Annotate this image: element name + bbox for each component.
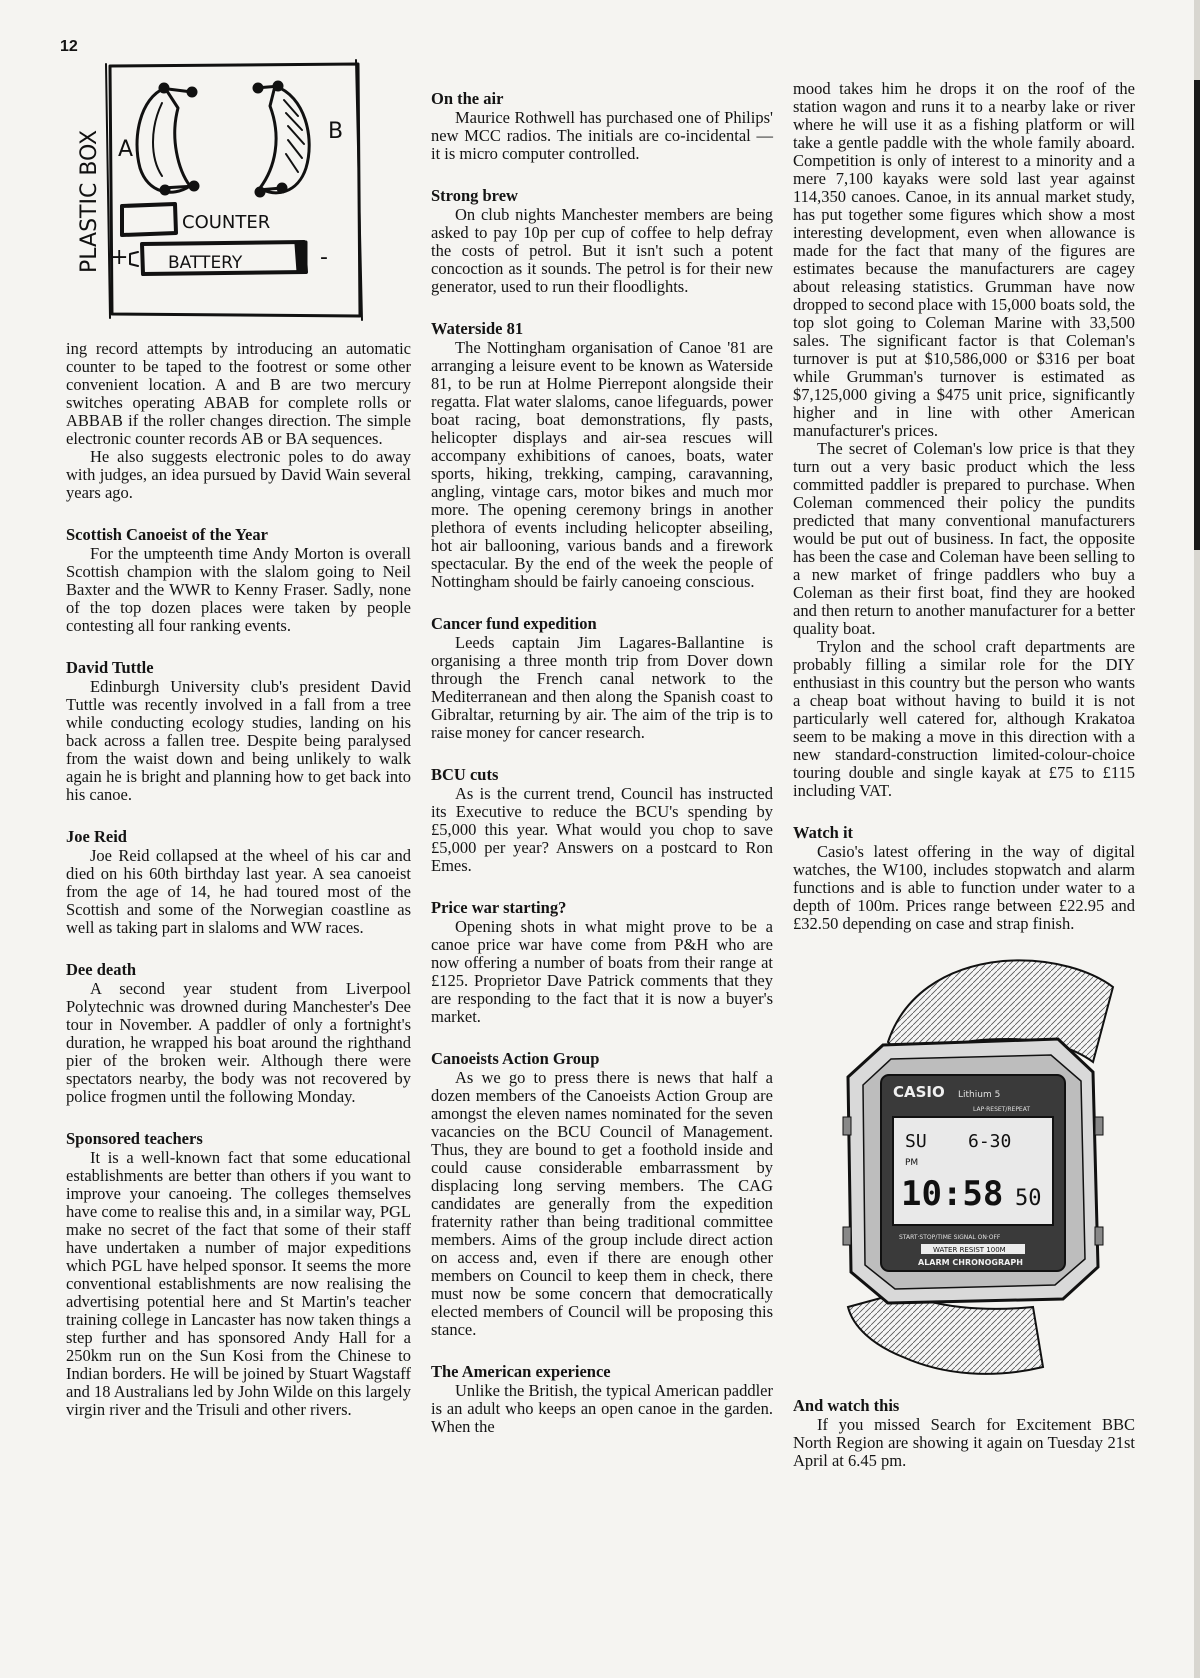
article-heading: Dee death (66, 960, 137, 979)
article-scottish-canoeist (66, 526, 411, 635)
article-heading: BCU cuts (431, 765, 499, 784)
column-2 (431, 90, 773, 1460)
article-heading: On the air (431, 89, 504, 108)
article-and-watch-this (793, 1397, 1135, 1470)
article-heading: The American experience (431, 1362, 611, 1381)
article-paragraph: For the umpteenth time Andy Morton is overall Scottish champion with the slalom going to Neil Baxter and the WWR to Kenny Fraser. Sadly, none of the top dozen places were taken by people contesting all four ranking events. (66, 544, 411, 635)
article-cancer-fund (431, 615, 773, 742)
article-dee-death (66, 961, 411, 1106)
article-joe-reid (66, 828, 411, 937)
watch-day: SU (905, 1131, 927, 1152)
sketch-label-counter: COUNTER (182, 212, 271, 233)
article-paragraph: The secret of Coleman's low price is that they turn out a very basic product which the less committed paddler is prepared to purchase. When Coleman commenced their policy the pundits predicted that many conventional manufacturers would be put out of business. In fact, the opposite has been the case and Coleman have been selling to a new market of fringe paddlers who buy a Coleman as their first boat, find they are hooked and then return to another manufacturer for a better quality boat. (793, 439, 1135, 638)
watch-date: 6-30 (968, 1131, 1012, 1152)
sketch-label-a: A (118, 137, 134, 162)
watch-brand: CASIO (893, 1083, 945, 1101)
sketch-label-b: B (328, 119, 344, 144)
article-heading: Sponsored teachers (66, 1129, 203, 1148)
watch-mid-ring-text: START·STOP/TIME SIGNAL ON·OFF (899, 1234, 1001, 1241)
watch-time: 10:58 (901, 1174, 1004, 1214)
article-heading: And watch this (793, 1396, 900, 1415)
sketch-label-battery: BATTERY (168, 253, 243, 273)
watch-button-icon (1095, 1227, 1103, 1245)
article-paragraph: Trylon and the school craft departments are probably filling a similar role for the DIY enthusiast in this country but the person who wants a cheap boat without having to build it is not particularly well catered for, although Krakatoa seem to be making a move in this direction with a new standard-construction limited-colour-choice touring double and single kayak at £75 to £115 including VAT. (793, 637, 1135, 800)
article-canoeists-action-group (431, 1050, 773, 1339)
watch-button-icon (843, 1227, 851, 1245)
article-heading: Scottish Canoeist of the Year (66, 525, 268, 544)
article-paragraph: On club nights Manchester members are being asked to pay 10p per cup of coffee to help defray the costs of petrol. But it isn't such a potent concoction as it sounds. The petrol is for their new generator, used to run their floodlights. (431, 205, 773, 296)
article-paragraph: As is the current trend, Council has instructed its Executive to reduce the BCU's spending by £5,000 this year. What would you chop to save £5,000 per year? Answers on a postcard to Ron Emes. (431, 784, 773, 875)
casio-watch-illustration (793, 947, 1135, 1385)
article-strong-brew (431, 187, 773, 296)
article-automatic-counter (66, 340, 411, 502)
article-paragraph: Unlike the British, the typical American paddler is an adult who keeps an open canoe in the garden. When the (431, 1381, 773, 1436)
roll-counter-sketch (70, 58, 380, 323)
watch-top-ring-text: LAP·RESET/REPEAT (973, 1106, 1031, 1113)
article-heading: Watch it (793, 823, 854, 842)
article-heading: Strong brew (431, 186, 518, 205)
article-american-experience-continued (793, 80, 1135, 800)
article-paragraph: Opening shots in what might prove to be a canoe price war have come from P&H who are now offering a number of boats from their range at £125. Proprietor Dave Patrick comments that they are responding to the fact that it is now a buyer's market. (431, 917, 773, 1026)
article-paragraph: A second year student from Liverpool Polytechnic was drowned during Manchester's Dee tour in November. A paddler of only a fortnight's duration, he wrapped his boat around the righthand pier of the broken weir. Although there were spectators nearby, the body was not recovered by police frogmen until the following Monday. (66, 979, 411, 1106)
watch-button-icon (843, 1117, 851, 1135)
article-paragraph: He also suggests electronic poles to do away with judges, an idea pursued by David Wain several years ago. (66, 447, 411, 502)
article-paragraph: It is a well-known fact that some educational establishments are better than others if you want to improve your canoeing. The colleges themselves have come to realise this and, in a similar way, PGL make no secret of the fact that some of their staff have undertaken a number of major expeditions which PGL have helped sponsor. It seems the more conventional establishments are now realising the advertising potential here and St Martin's teacher training college in Lancaster has now taken things a step further and has sponsored Andy Hall for a 250km run on the Sun Kosi from the Chinese to Indian borders. He will be joined by Stuart Wagstaff and 18 Australians led by John Wilde on this largely virgin river and the Trisuli and other rivers. (66, 1148, 411, 1419)
article-heading: Price war starting? (431, 898, 567, 917)
column-1 (66, 340, 411, 1443)
article-paragraph: If you missed Search for Excitement BBC North Region are showing it again on Tuesday 21st April at 6.45 pm. (793, 1415, 1135, 1470)
column-3 (793, 80, 1135, 1494)
article-heading: David Tuttle (66, 658, 154, 677)
article-paragraph: Joe Reid collapsed at the wheel of his car and died on his 60th birthday last year. A sea canoeist from the age of 14, he had toured most of the Scottish and some of the Norwegian coastline as well as taking part in slaloms and WW races. (66, 846, 411, 937)
article-american-experience (431, 1363, 773, 1436)
article-paragraph: The Nottingham organisation of Canoe '81 are arranging a leisure event to be known as Waterside 81, to be run at Holme Pierrepont alongside their regatta. Flat water slaloms, canoe lifeguards, power boat racing, boat demonstrations, fly pasts, helicopter displays and air-sea rescues will accompany exhibitions of canoes, boats, water sports, hiking, trekking, camping, caravanning, angling, vintage cars, motor bikes and much mor more. The opening ceremony brings in another plethora of events including helicopter abseiling, hot air ballooning, various bands and a firework spectacular. By the end of the week the people of Nottingham should be fairly canoeing conscious. (431, 338, 773, 591)
article-watch-it (793, 824, 1135, 933)
sketch-label-plus: + (110, 245, 129, 270)
article-heading: Joe Reid (66, 827, 127, 846)
article-price-war (431, 899, 773, 1026)
article-waterside-81 (431, 320, 773, 591)
article-paragraph: Maurice Rothwell has purchased one of Philips' new MCC radios. The initials are co-incidental — it is micro computer controlled. (431, 108, 773, 163)
page-number: 12 (60, 38, 78, 55)
article-david-tuttle (66, 659, 411, 804)
article-bcu-cuts (431, 766, 773, 875)
article-sponsored-teachers (66, 1130, 411, 1419)
page-edge-mark (1194, 80, 1200, 550)
article-heading: Canoeists Action Group (431, 1049, 600, 1068)
article-paragraph: Casio's latest offering in the way of digital watches, the W100, includes stopwatch and alarm functions and is able to function under water to a depth of 100m. Prices range between £22.95 and £32.50 depending on case and strap finish. (793, 842, 1135, 933)
article-heading: Waterside 81 (431, 319, 524, 338)
sketch-label-minus: - (320, 245, 328, 270)
watch-water-resist: WATER RESIST 100M (933, 1246, 1006, 1254)
watch-bottom-text: ALARM CHRONOGRAPH (918, 1258, 1023, 1267)
article-paragraph: mood takes him he drops it on the roof of the station wagon and runs it to a nearby lake or river where he will use it as a fishing platform or will take a gentle paddle with the whole family aboard. Competition is only of interest to a minority and a mere 7,100 kayaks were sold last year against 114,350 canoes. Canoe, in its annual market study, has put together some figures which show a most interesting development, even when allowance is made for the fact that many of the figures are estimates because the manufacturers are cagey about releasing statistics. Grumman have now dropped to second place with 15,000 boats sold, the top slot going to Coleman Marine with 33,500 sales. The significant factor is that Coleman's turnover is put at $10,586,000 or $316 per boat while Grumman's turnover is estimated as $7,125,000 giving a $475 unit price, significantly higher and in line with other American manufacturer's prices. (793, 79, 1135, 440)
watch-ampm: PM (905, 1158, 919, 1168)
article-paragraph: ing record attempts by introducing an automatic counter to be taped to the footrest or some other convenient location. A and B are two mercury switches operating ABAB for complete rolls or ABBAB if the roller changes direction. The simple electronic counter records AB or BA sequences. (66, 339, 411, 448)
watch-model-badge: Lithium 5 (958, 1090, 1001, 1100)
article-heading: Cancer fund expedition (431, 614, 597, 633)
sketch-side-label: PLASTIC BOX (77, 129, 102, 273)
watch-seconds: 50 (1015, 1186, 1042, 1211)
article-paragraph: Leeds captain Jim Lagares-Ballantine is organising a three month trip from Dover down through the French canal network to the Mediterranean and then along the Spanish coast to Gibraltar, returning by air. The aim of the trip is to raise money for cancer research. (431, 633, 773, 742)
article-paragraph: As we go to press there is news that half a dozen members of the Canoeists Action Group are amongst the eleven names nominated for the seven vacancies on the BCU Council of Management. Thus, they are bound to get a foothold inside and could cause considerable embarrassment by displacing long serving members. The CAG candidates are generally from the expedition fraternity rather than being traditional committee members. Aims of the group include direct action on access and, even if there are enough other members on Council to keep them in check, there must now be some concern that democratically elected members of Council will be proposing this stance. (431, 1068, 773, 1339)
article-paragraph: Edinburgh University club's president David Tuttle was recently involved in a fall from a tree while conducting ecology studies, landing on his back across a fallen tree. Despite being paralysed from the waist down and being unlikely to walk again he is bright and planning how to get back into his canoe. (66, 677, 411, 804)
article-on-the-air (431, 90, 773, 163)
watch-button-icon (1095, 1117, 1103, 1135)
